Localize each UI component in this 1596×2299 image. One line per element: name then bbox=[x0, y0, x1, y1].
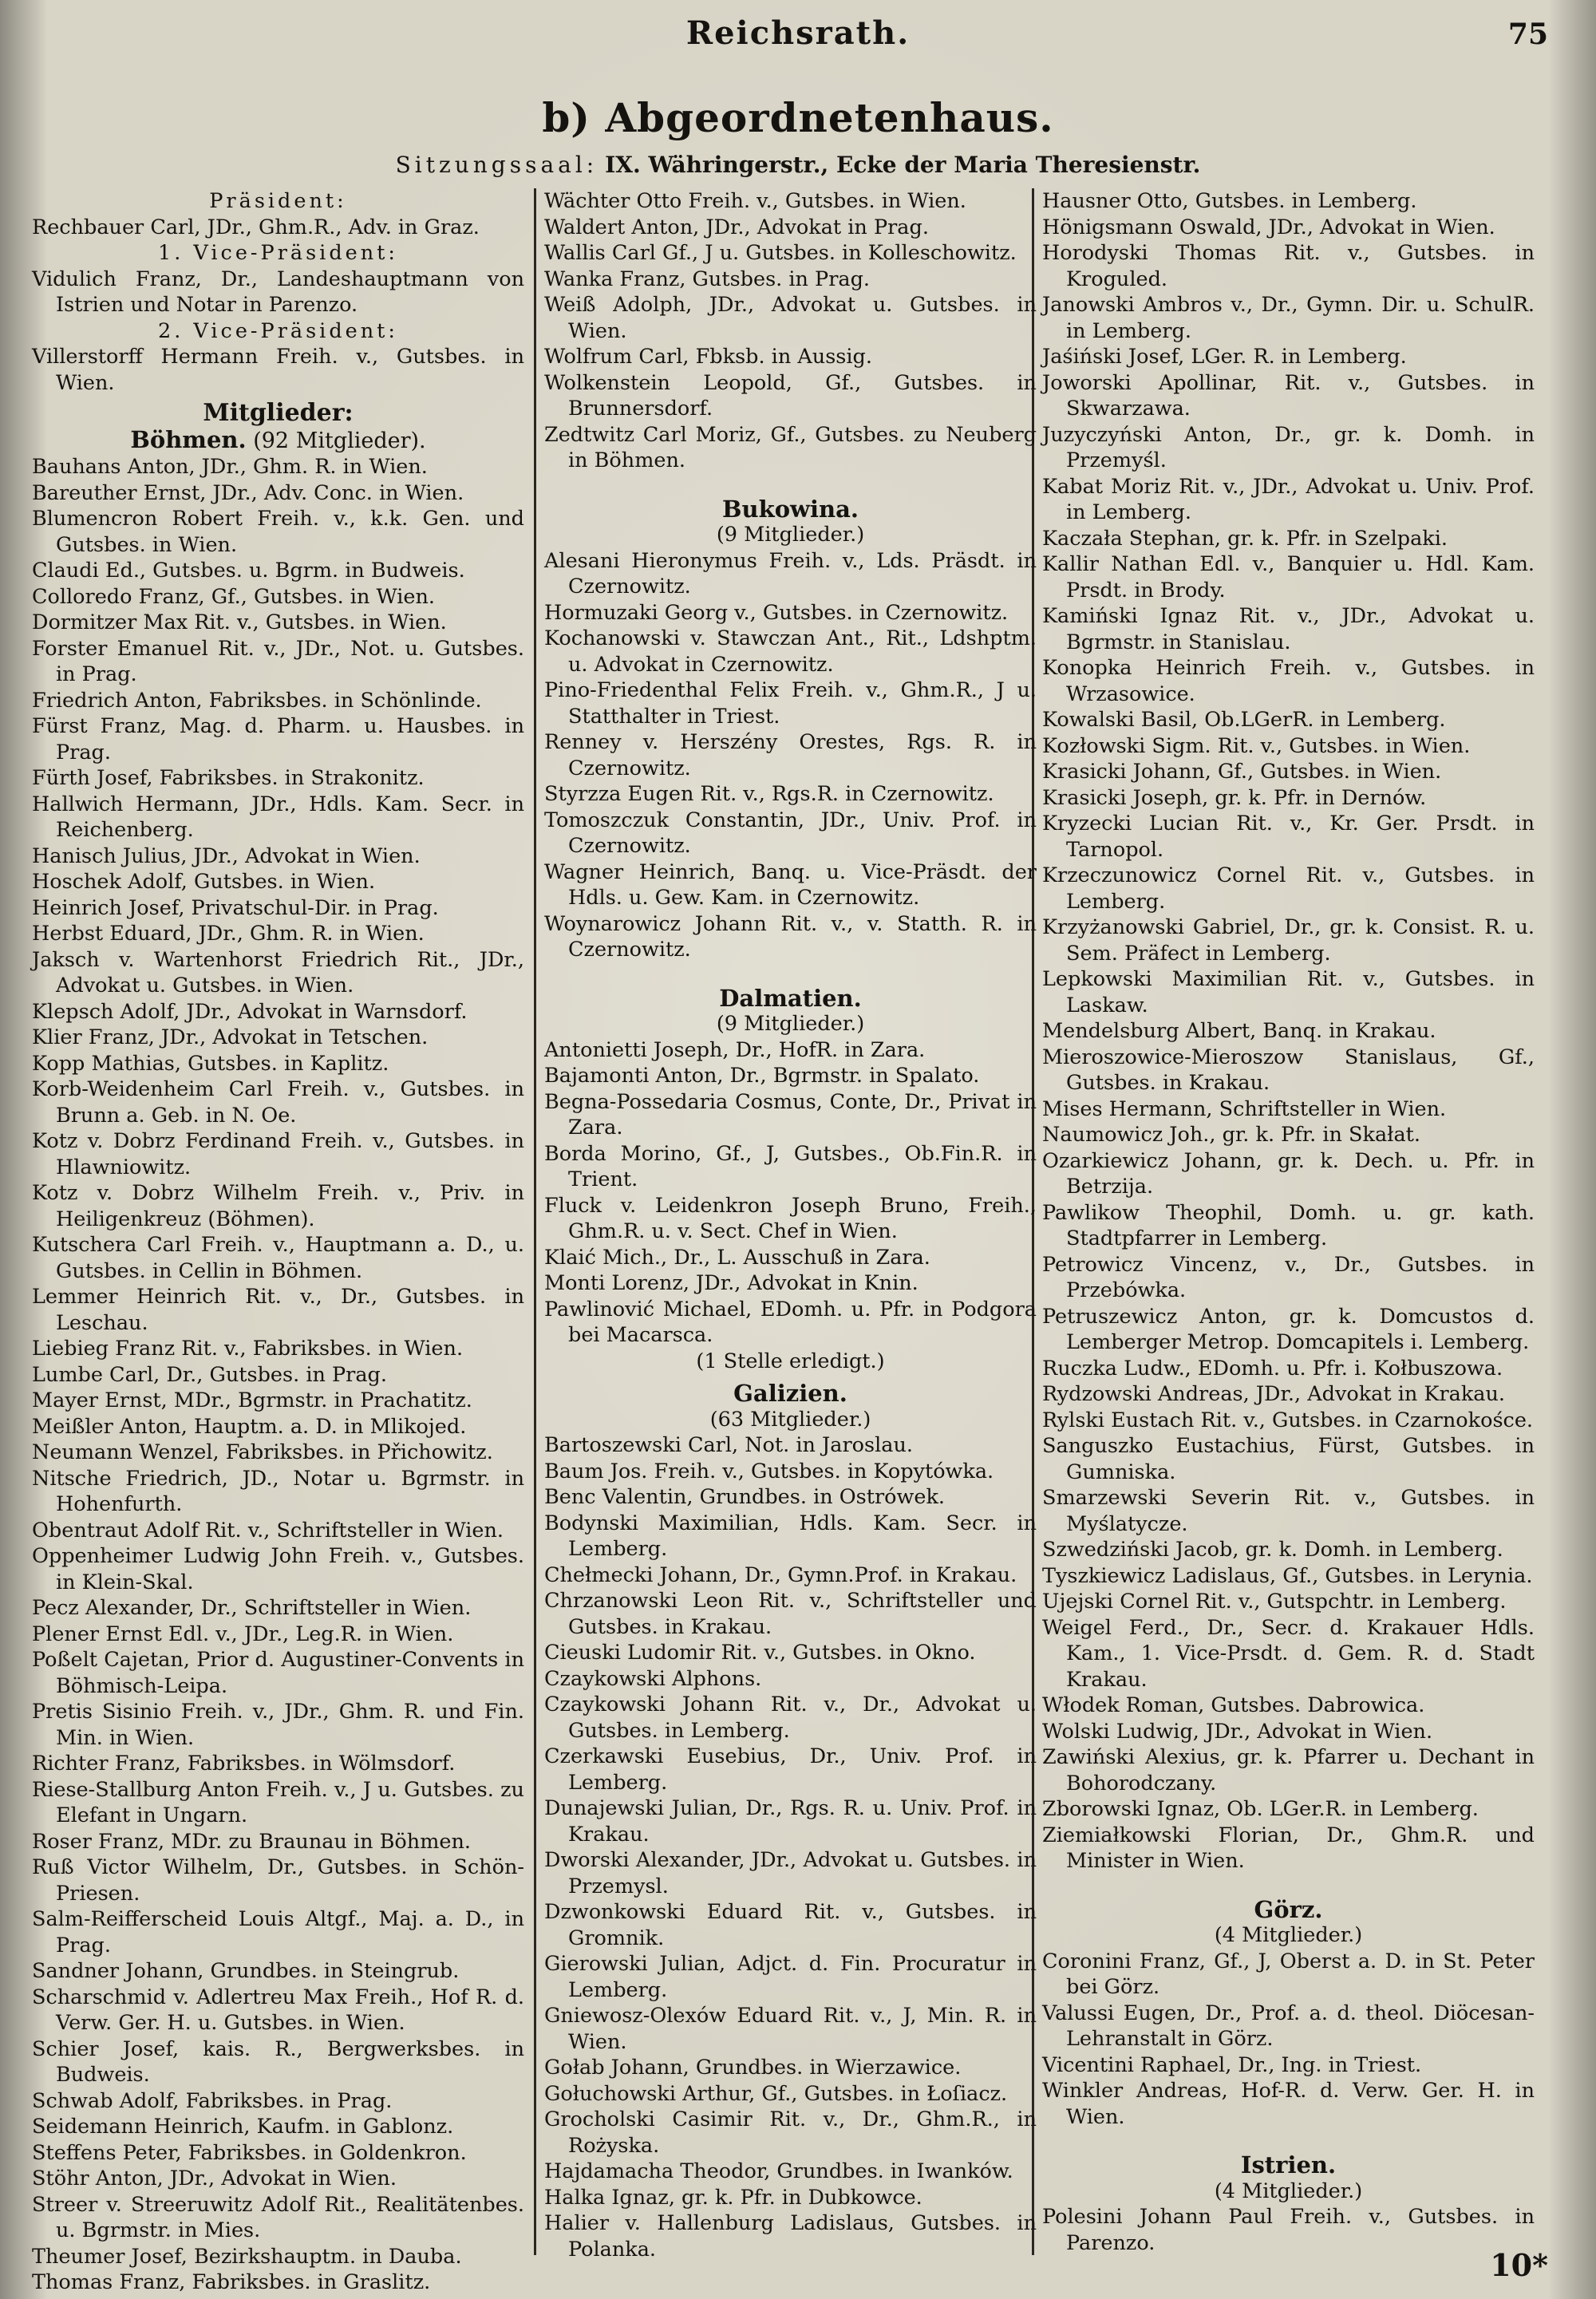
region-heading-bukowina: Bukowina. bbox=[722, 495, 859, 523]
member-entry: Fluck v. Leidenkron Joseph Bruno, Freih., Ghm.R. u. v. Sect. Chef in Wien. bbox=[544, 1193, 1037, 1243]
member-entry: Valussi Eugen, Dr., Prof. a. d. theol. Diöcesan-Lehranstalt in Görz. bbox=[1042, 2001, 1535, 2051]
region-heading-boehmen bbox=[32, 427, 524, 455]
member-entry: Fürth Josef, Fabriksbes. in Strakonitz. bbox=[32, 766, 425, 790]
member-entry: Pawlinović Michael, EDomh. u. Pfr. in Podgora bei Macarsca. bbox=[544, 1297, 1037, 1347]
member-entry: Styrzza Eugen Rit. v., Rgs.R. in Czernowitz. bbox=[544, 782, 994, 806]
member-entry: Forster Emanuel Rit. v., JDr., Not. u. Gutsbes. in Prag. bbox=[32, 636, 524, 686]
member-entry: Kaczała Stephan, gr. k. Pfr. in Szelpaki. bbox=[1042, 526, 1448, 551]
member-entry: Czerkawski Eusebius, Dr., Univ. Prof. in Lemberg. bbox=[544, 1744, 1037, 1795]
member-entry: Blumencron Robert Freih. v., k.k. Gen. und Gutsbes. in Wien. bbox=[32, 507, 524, 557]
member-entry: Kabat Moriz Rit. v., JDr., Advokat u. Univ. Prof. in Lemberg. bbox=[1042, 474, 1535, 524]
running-title: Reichsrath. bbox=[685, 14, 911, 52]
member-entry: Steffens Peter, Fabriksbes. in Goldenkron. bbox=[32, 2140, 467, 2165]
page-number: 75 bbox=[1507, 18, 1548, 51]
member-entry: Weiß Adolph, JDr., Advokat u. Gutsbes. in Wien. bbox=[544, 293, 1037, 343]
vice-president-2-label: 2. Vice-Präsident: bbox=[157, 318, 398, 343]
member-entry: Richter Franz, Fabriksbes. in Wölmsdorf. bbox=[32, 1752, 456, 1776]
section-title: b) Abgeordnetenhaus. bbox=[542, 94, 1054, 141]
member-entry: Chrzanowski Leon Rit. v., Schriftsteller und Gutsbes. in Krakau. bbox=[544, 1589, 1037, 1639]
member-entry: Obentraut Adolf Rit. v., Schriftsteller in Wien. bbox=[32, 1518, 504, 1543]
member-entry: Ziemiałkowski Florian, Dr., Ghm.R. und Minister in Wien. bbox=[1042, 1823, 1535, 1873]
member-entry: Pecz Alexander, Dr., Schriftsteller in Wien. bbox=[32, 1596, 472, 1620]
member-entry: Wagner Heinrich, Banq. u. Vice-Präsdt. der Hdls. u. Gew. Kam. in Czernowitz. bbox=[544, 859, 1037, 910]
member-entry: Wolkenstein Leopold, Gf., Gutsbes. in Brunnersdorf. bbox=[544, 370, 1037, 421]
member-entry: Zawiński Alexius, gr. k. Pfarrer u. Dechant in Bohorodczany. bbox=[1042, 1745, 1535, 1795]
member-entry: Hönigsmann Oswald, JDr., Advokat in Wien. bbox=[1042, 215, 1495, 239]
region-count: (92 Mitglieder). bbox=[253, 428, 426, 453]
member-entry: Vicentini Raphael, Dr., Ing. in Triest. bbox=[1042, 2052, 1422, 2077]
member-entry: Jaśiński Josef, LGer. R. in Lemberg. bbox=[1042, 345, 1407, 369]
member-entry: Kutschera Carl Freih. v., Hauptmann a. D., u. Gutsbes. in Cellin in Böhmen. bbox=[32, 1233, 524, 1283]
column-3 bbox=[1042, 188, 1535, 2263]
entry-list-boehmen-continued bbox=[544, 188, 1037, 474]
vice-president-1-entry: Vidulich Franz, Dr., Landeshauptmann von Istrien und Notar in Parenzo. bbox=[32, 267, 524, 317]
member-entry: Begna-Possedaria Cosmus, Conte, Dr., Privat in Zara. bbox=[544, 1089, 1037, 1140]
member-entry: Gniewosz-Olexów Eduard Rit. v., J, Min. R. in Wien. bbox=[544, 2004, 1037, 2054]
member-entry: Sanguszko Eustachius, Fürst, Gutsbes. in Gumniska. bbox=[1042, 1434, 1535, 1484]
member-entry: Kozłowski Sigm. Rit. v., Gutsbes. in Wien. bbox=[1042, 733, 1471, 758]
member-entry: Dworski Alexander, JDr., Advokat u. Gutsbes. in Przemysl. bbox=[544, 1848, 1037, 1898]
member-entry: Petrowicz Vincenz, v., Dr., Gutsbes. in Przebówka. bbox=[1042, 1252, 1535, 1302]
member-entry: Włodek Roman, Gutsbes. Dabrowica. bbox=[1042, 1693, 1425, 1717]
entry-list-galizien bbox=[544, 1432, 1037, 2262]
member-entry: Hallwich Hermann, JDr., Hdls. Kam. Secr. in Reichenberg. bbox=[32, 792, 524, 842]
member-entry: Dzwonkowski Eduard Rit. v., Gutsbes. in Gromnik. bbox=[544, 1900, 1037, 1950]
member-entry: Joworski Apollinar, Rit. v., Gutsbes. in Skwarzawa. bbox=[1042, 370, 1535, 421]
member-entry: Klepsch Adolf, JDr., Advokat in Warnsdorf. bbox=[32, 999, 468, 1024]
member-entry: Kowalski Basil, Ob.LGerR. in Lemberg. bbox=[1042, 708, 1446, 732]
member-entry: Stöhr Anton, JDr., Advokat in Wien. bbox=[32, 2167, 397, 2190]
venue-line bbox=[0, 152, 1596, 178]
member-entry: Salm-Reifferscheid Louis Altgf., Maj. a. D., in Prag. bbox=[32, 1907, 524, 1957]
member-entry: Thomas Franz, Fabriksbes. in Graslitz. bbox=[32, 2270, 431, 2294]
president-entry: Rechbauer Carl, JDr., Ghm.R., Adv. in Graz. bbox=[32, 215, 480, 239]
entry-list-galizien-continued bbox=[1042, 188, 1535, 1874]
member-entry: Petruszewicz Anton, gr. k. Domcustos d. Lemberger Metrop. Domcapitels i. Lemberg. bbox=[1042, 1304, 1535, 1354]
vice-president-2-entry: Villerstorff Hermann Freih. v., Gutsbes. in Wien. bbox=[32, 345, 524, 395]
member-entry: Herbst Eduard, JDr., Ghm. R. in Wien. bbox=[32, 922, 425, 946]
member-entry: Hajdamacha Theodor, Grundbes. in Iwanków. bbox=[544, 2159, 1013, 2183]
entry-list-goerz bbox=[1042, 1949, 1535, 2131]
member-entry: Benc Valentin, Grundbes. in Ostrówek. bbox=[544, 1485, 946, 1509]
member-entry: Kamiński Ignaz Rit. v., JDr., Advokat u. Bgrmstr. in Stanislau. bbox=[1042, 604, 1535, 654]
members-heading: Mitglieder: bbox=[203, 399, 354, 427]
member-entry: Woynarowicz Johann Rit. v., v. Statth. R. in Czernowitz. bbox=[544, 911, 1037, 962]
member-entry: Krzyżanowski Gabriel, Dr., gr. k. Consist. R. u. Sem. Präfect in Lemberg. bbox=[1042, 915, 1535, 966]
member-entry: Gierowski Julian, Adjct. d. Fin. Procuratur in Lemberg. bbox=[544, 1952, 1037, 2002]
member-entry: Cieuski Ludomir Rit. v., Gutsbes. in Okno. bbox=[544, 1641, 976, 1665]
member-entry: Kochanowski v. Stawczan Ant., Rit., Ldshptm. u. Advokat in Czernowitz. bbox=[544, 626, 1037, 677]
member-entry: Mendelsburg Albert, Banq. in Krakau. bbox=[1042, 1019, 1436, 1043]
member-entry: Korb-Weidenheim Carl Freih. v., Gutsbes. in Brunn a. Geb. in N. Oe. bbox=[32, 1077, 524, 1128]
region-count-galizien: (63 Mitglieder.) bbox=[709, 1407, 871, 1432]
member-entry: Wanka Franz, Gutsbes. in Prag. bbox=[544, 267, 871, 291]
member-entry: Kotz v. Dobrz Wilhelm Freih. v., Priv. in Heiligenkreuz (Böhmen). bbox=[32, 1181, 524, 1231]
member-entry: Ruczka Ludw., EDomh. u. Pfr. i. Kołbuszowa. bbox=[1042, 1356, 1503, 1381]
member-entry: Rylski Eustach Rit. v., Gutsbes. in Czarnokośce. bbox=[1042, 1408, 1534, 1432]
region-count-goerz: (4 Mitglieder.) bbox=[1214, 1923, 1363, 1947]
member-entry: Theumer Josef, Bezirkshauptm. in Dauba. bbox=[32, 2244, 462, 2269]
member-entry: Horodyski Thomas Rit. v., Gutsbes. in Kroguled. bbox=[1042, 241, 1535, 291]
member-entry: Baum Jos. Freih. v., Gutsbes. in Kopytówka. bbox=[544, 1459, 994, 1483]
member-entry: Nitsche Friedrich, JD., Notar u. Bgrmstr. in Hohenfurth. bbox=[32, 1466, 524, 1516]
president-label: Präsident: bbox=[209, 189, 347, 213]
member-entry: Pino-Friedenthal Felix Freih. v., Ghm.R., J u. Statthalter in Triest. bbox=[544, 678, 1037, 729]
member-entry: Antonietti Joseph, Dr., HofR. in Zara. bbox=[544, 1037, 926, 1062]
member-entry: Juzyczyński Anton, Dr., gr. k. Domh. in Przemyśl. bbox=[1042, 422, 1535, 472]
member-entry: Bartoszewski Carl, Not. in Jaroslau. bbox=[544, 1433, 913, 1457]
member-entry: Kryzecki Lucian Rit. v., Kr. Ger. Prsdt. in Tarnopol. bbox=[1042, 812, 1535, 862]
member-entry: Fürst Franz, Mag. d. Pharm. u. Hausbes. in Prag. bbox=[32, 714, 524, 764]
member-entry: Zedtwitz Carl Moriz, Gf., Gutsbes. zu Neuberg in Böhmen. bbox=[544, 422, 1037, 472]
member-entry: Lemmer Heinrich Rit. v., Dr., Gutsbes. in Leschau. bbox=[32, 1285, 524, 1335]
entry-list-boehmen bbox=[32, 454, 524, 2296]
entry-list-dalmatien bbox=[544, 1037, 1037, 1349]
member-entry: Lepkowski Maximilian Rit. v., Gutsbes. in Laskaw. bbox=[1042, 967, 1535, 1017]
member-entry: Bauhans Anton, JDr., Ghm. R. in Wien. bbox=[32, 455, 428, 479]
member-entry: Chełmecki Johann, Dr., Gymn.Prof. in Krakau. bbox=[544, 1562, 1017, 1587]
member-entry: Rydzowski Andreas, JDr., Advokat in Krakau. bbox=[1042, 1382, 1506, 1406]
member-entry: Liebieg Franz Rit. v., Fabriksbes. in Wien. bbox=[32, 1337, 464, 1361]
member-entry: Konopka Heinrich Freih. v., Gutsbes. in Wrzasowice. bbox=[1042, 656, 1535, 706]
member-entry: Gołuchowski Arthur, Gf., Gutsbes. in Łoſiacz. bbox=[544, 2081, 1008, 2106]
member-entry: Hausner Otto, Gutsbes. in Lemberg. bbox=[1042, 189, 1417, 213]
member-entry: Plener Ernst Edl. v., JDr., Leg.R. in Wien. bbox=[32, 1622, 454, 1646]
member-entry: Ruß Victor Wilhelm, Dr., Gutsbes. in Schön-Priesen. bbox=[32, 1855, 524, 1906]
vice-president-1-label: 1. Vice-Präsident: bbox=[157, 241, 398, 265]
column-rule bbox=[534, 188, 536, 2255]
region-heading-dalmatien: Dalmatien. bbox=[719, 984, 862, 1012]
member-entry: Seidemann Heinrich, Kaufm. in Gablonz. bbox=[32, 2115, 454, 2139]
member-entry: Pretis Sisinio Freih. v., JDr., Ghm. R. und Fin. Min. in Wien. bbox=[32, 1700, 524, 1750]
member-entry: Jaksch v. Wartenhorst Friedrich Rit., JDr., Advokat u. Gutsbes. in Wien. bbox=[32, 947, 524, 997]
signature-mark: 10* bbox=[1490, 2247, 1548, 2283]
member-entry: Winkler Andreas, Hof-R. d. Verw. Ger. H. in Wien. bbox=[1042, 2079, 1535, 2129]
region-name: Böhmen. bbox=[130, 425, 247, 453]
member-entry: Schwab Adolf, Fabriksbes. in Prag. bbox=[32, 2088, 393, 2113]
member-entry: Streer v. Streeruwitz Adolf Rit., Realitätenbes. u. Bgrmstr. in Mies. bbox=[32, 2192, 524, 2242]
member-entry: Kotz v. Dobrz Ferdinand Freih. v., Gutsbes. in Hlawniowitz. bbox=[32, 1129, 524, 1179]
member-entry: Janowski Ambros v., Dr., Gymn. Dir. u. SchulR. in Lemberg. bbox=[1042, 293, 1535, 343]
region-count-istrien: (4 Mitglieder.) bbox=[1214, 2179, 1363, 2203]
member-entry: Hanisch Julius, JDr., Advokat in Wien. bbox=[32, 843, 421, 868]
member-entry: Weigel Ferd., Dr., Secr. d. Krakauer Hdls. Kam., 1. Vice-Prsdt. d. Gem. R. d. Stadt Krakau. bbox=[1042, 1615, 1535, 1692]
member-entry: Gołab Johann, Grundbes. in Wierzawice. bbox=[544, 2056, 962, 2080]
member-entry: Wallis Carl Gf., J u. Gutsbes. in Kolleschowitz. bbox=[544, 241, 1017, 265]
entry-list-istrien bbox=[1042, 2204, 1535, 2256]
member-entry: Naumowicz Joh., gr. k. Pfr. in Skałat. bbox=[1042, 1123, 1421, 1147]
member-entry: Colloredo Franz, Gf., Gutsbes. in Wien. bbox=[32, 584, 436, 609]
member-entry: Szwedziński Jacob, gr. k. Domh. in Lemberg. bbox=[1042, 1538, 1503, 1562]
member-entry: Schier Josef, kais. R., Bergwerksbes. in Budweis. bbox=[32, 2036, 524, 2087]
member-entry: Krzeczunowicz Cornel Rit. v., Gutsbes. in Lemberg. bbox=[1042, 863, 1535, 914]
member-entry: Meißler Anton, Hauptm. a. D. in Mlikojed. bbox=[32, 1414, 467, 1439]
member-entry: Ozarkiewicz Johann, gr. k. Dech. u. Pfr. in Betrzija. bbox=[1042, 1148, 1535, 1199]
member-entry: Wächter Otto Freih. v., Gutsbes. in Wien. bbox=[544, 189, 966, 213]
member-entry: Czaykowski Johann Rit. v., Dr., Advokat u. Gutsbes. in Lemberg. bbox=[544, 1693, 1037, 1743]
member-entry: Tomoszczuk Constantin, JDr., Univ. Prof. in Czernowitz. bbox=[544, 808, 1037, 858]
member-entry: Pawlikow Theophil, Domh. u. gr. kath. Stadtpfarrer in Lemberg. bbox=[1042, 1200, 1535, 1250]
column-1 bbox=[32, 188, 524, 2294]
region-heading-galizien: Galizien. bbox=[733, 1380, 847, 1407]
vacancy-note: (1 Stelle erledigt.) bbox=[696, 1349, 885, 1373]
member-entry: Czaykowski Alphons. bbox=[544, 1666, 762, 1691]
member-entry: Neumann Wenzel, Fabriksbes. in Přichowitz. bbox=[32, 1440, 493, 1464]
member-entry: Grocholski Casimir Rit. v., Dr., Ghm.R., in Rożyska. bbox=[544, 2107, 1037, 2158]
member-entry: Halka Ignaz, gr. k. Pfr. in Dubkowce. bbox=[544, 2185, 922, 2210]
venue-address: IX. Währingerstr., Ecke der Maria Theresienstr. bbox=[605, 152, 1201, 178]
member-entry: Dormitzer Max Rit. v., Gutsbes. in Wien. bbox=[32, 610, 447, 634]
member-entry: Kopp Mathias, Gutsbes. in Kaplitz. bbox=[32, 1051, 389, 1076]
member-entry: Ujejski Cornel Rit. v., Gutspchtr. in Lemberg. bbox=[1042, 1590, 1507, 1614]
member-entry: Zborowski Ignaz, Ob. LGer.R. in Lemberg. bbox=[1042, 1797, 1479, 1821]
member-entry: Claudi Ed., Gutsbes. u. Bgrm. in Budweis. bbox=[32, 559, 465, 583]
member-entry: Krasicki Joseph, gr. k. Pfr. in Dernów. bbox=[1042, 785, 1427, 810]
member-entry: Hormuzaki Georg v., Gutsbes. in Czernowitz. bbox=[544, 600, 1009, 625]
member-entry: Krasicki Johann, Gf., Gutsbes. in Wien. bbox=[1042, 760, 1442, 784]
member-entry: Lumbe Carl, Dr., Gutsbes. in Prag. bbox=[32, 1362, 387, 1387]
entry-list-bukowina bbox=[544, 548, 1037, 963]
member-entry: Waldert Anton, JDr., Advokat in Prag. bbox=[544, 215, 929, 239]
member-entry: Mieroszowice-Mieroszow Stanislaus, Gf., Gutsbes. in Krakau. bbox=[1042, 1045, 1535, 1095]
venue-label: Sitzungssaal: bbox=[395, 152, 598, 178]
member-entry: Wolski Ludwig, JDr., Advokat in Wien. bbox=[1042, 1719, 1433, 1744]
member-entry: Mises Hermann, Schriftsteller in Wien. bbox=[1042, 1096, 1447, 1121]
member-entry: Dunajewski Julian, Dr., Rgs. R. u. Univ. Prof. in Krakau. bbox=[544, 1796, 1037, 1847]
member-entry: Oppenheimer Ludwig John Freih. v., Gutsbes. in Klein-Skal. bbox=[32, 1544, 524, 1594]
member-entry: Tyszkiewicz Ladislaus, Gf., Gutsbes. in Lerynia. bbox=[1042, 1563, 1533, 1588]
member-entry: Alesani Hieronymus Freih. v., Lds. Präsdt. in Czernowitz. bbox=[544, 548, 1037, 598]
member-entry: Klaić Mich., Dr., L. Ausschuß in Zara. bbox=[544, 1245, 930, 1270]
region-count-bukowina: (9 Mitglieder.) bbox=[716, 523, 865, 547]
member-entry: Sandner Johann, Grundbes. in Steingrub. bbox=[32, 1959, 460, 1983]
member-entry: Renney v. Herszény Orestes, Rgs. R. in Czernowitz. bbox=[544, 730, 1037, 780]
member-entry: Polesini Johann Paul Freih. v., Gutsbes. in Parenzo. bbox=[1042, 2205, 1535, 2255]
member-entry: Hoschek Adolf, Gutsbes. in Wien. bbox=[32, 870, 376, 894]
member-entry: Halier v. Hallenburg Ladislaus, Gutsbes. in Polanka. bbox=[544, 2211, 1037, 2261]
member-entry: Klier Franz, JDr., Advokat in Tetschen. bbox=[32, 1025, 429, 1049]
member-entry: Bodynski Maximilian, Hdls. Kam. Secr. in Lemberg. bbox=[544, 1511, 1037, 1561]
region-heading-istrien: Istrien. bbox=[1240, 2151, 1337, 2179]
member-entry: Monti Lorenz, JDr., Advokat in Knin. bbox=[544, 1271, 918, 1295]
column-2 bbox=[544, 188, 1037, 2263]
region-count-dalmatien: (9 Mitglieder.) bbox=[716, 1012, 865, 1036]
member-entry: Heinrich Josef, Privatschul-Dir. in Prag. bbox=[32, 895, 439, 920]
member-entry: Bareuther Ernst, JDr., Adv. Conc. in Wien. bbox=[32, 480, 464, 505]
member-entry: Poßelt Cajetan, Prior d. Augustiner-Convents in Böhmisch-Leipa. bbox=[32, 1648, 524, 1698]
member-entry: Coronini Franz, Gf., J, Oberst a. D. in St. Peter bei Görz. bbox=[1042, 1949, 1535, 1999]
member-entry: Roser Franz, MDr. zu Braunau in Böhmen. bbox=[32, 1829, 472, 1854]
member-entry: Friedrich Anton, Fabriksbes. in Schönlinde. bbox=[32, 688, 482, 713]
member-entry: Smarzewski Severin Rit. v., Gutsbes. in Myślatycze. bbox=[1042, 1486, 1535, 1536]
member-entry: Borda Morino, Gf., J, Gutsbes., Ob.Fin.R. in Trient. bbox=[544, 1141, 1037, 1191]
region-heading-goerz: Görz. bbox=[1254, 1895, 1323, 1923]
member-entry: Wolfrum Carl, Fbksb. in Aussig. bbox=[544, 345, 872, 369]
member-entry: Mayer Ernst, MDr., Bgrmstr. in Prachatitz. bbox=[32, 1388, 472, 1412]
member-entry: Bajamonti Anton, Dr., Bgrmstr. in Spalato. bbox=[544, 1064, 980, 1088]
member-entry: Scharschmid v. Adlertreu Max Freih., Hof R. d. Verw. Ger. H. u. Gutsbes. in Wien. bbox=[32, 1985, 524, 2035]
member-entry: Kallir Nathan Edl. v., Banquier u. Hdl. Kam. Prsdt. in Brody. bbox=[1042, 552, 1535, 602]
member-entry: Riese-Stallburg Anton Freih. v., J u. Gutsbes. zu Elefant in Ungarn. bbox=[32, 1777, 524, 1827]
